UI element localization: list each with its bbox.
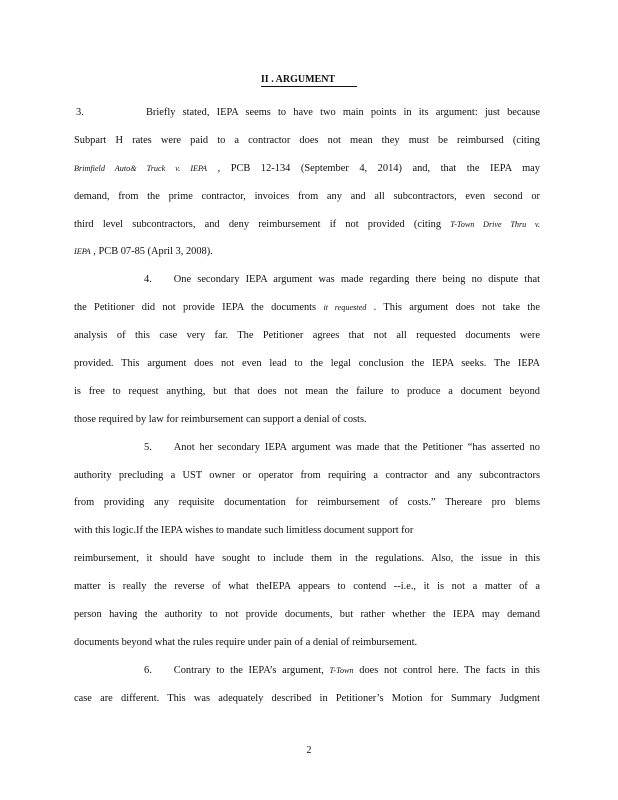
- line-text: Anot her secondary IEPA argument was made that the Petitioner “has asserted no: [173, 441, 540, 453]
- line-text: does not control here. The facts in this: [353, 664, 540, 676]
- text-line: [74, 322, 540, 350]
- text-line: [74, 238, 540, 266]
- text-line: [74, 127, 540, 155]
- line-text: matter is really the reverse of what theIEPA appears to contend --i.e., it is not a matter of a: [74, 581, 540, 593]
- text-line: [74, 489, 540, 517]
- text-line: [74, 155, 540, 183]
- line-text: the Petitioner did not provide IEPA the documents: [74, 302, 324, 314]
- section-heading: [0, 74, 618, 87]
- text-line: [74, 266, 540, 294]
- text-line: [74, 545, 540, 573]
- text-line: [74, 350, 540, 378]
- line-text: third level subcontractors, and deny reimbursement if not provided (citing: [74, 218, 451, 230]
- citation-italic: T-Town Drive Thru v.: [450, 219, 540, 229]
- citation-italic: T-Town: [329, 665, 354, 675]
- argument-body: [74, 99, 540, 713]
- line-text: with this logic.If the IEPA wishes to mandate such limitless document support for: [74, 525, 414, 537]
- paragraph-number: 4.: [144, 274, 152, 286]
- paragraph-number: 6.: [144, 664, 152, 676]
- line-text: analysis of this case very far. The Petitioner agrees that not all requested documents were: [74, 330, 540, 342]
- text-line: [74, 294, 540, 322]
- line-text: from providing any requisite documentation for reimbursement of costs.” Thereare pro blems: [74, 497, 540, 509]
- text-line: [74, 99, 540, 127]
- paragraph-number: 5.: [144, 441, 152, 453]
- citation-italic: Brimfield Auto& Truck v. IEPA: [74, 163, 208, 173]
- text-line: [74, 462, 540, 490]
- line-text: Briefly stated, IEPA seems to have two main points in its argument: just because: [146, 107, 540, 118]
- line-text: , PCB 07-85 (April 3, 2008).: [90, 246, 213, 258]
- line-text: reimbursement, it should have sought to include them in the regulations. Also, the issue in this: [74, 553, 540, 565]
- line-text: Subpart H rates were paid to a contractor does not mean they must be reimbursed (citing: [74, 134, 540, 146]
- line-text: demand, from the prime contractor, invoices from any and all subcontractors, even second or: [74, 190, 540, 202]
- text-line: [74, 406, 540, 434]
- paragraph-number: 3.: [76, 107, 84, 118]
- line-text: is free to request anything, but that does not mean the failure to produce a document beyond: [74, 385, 540, 397]
- text-line: [74, 601, 540, 629]
- text-line: [74, 434, 540, 462]
- line-text: , PCB 12-134 (September 4, 2014) and, that the IEPA may: [207, 162, 540, 174]
- line-text: case are different. This was adequately described in Petitioner’s Motion for Summary Judgment: [74, 692, 540, 704]
- text-line: [74, 657, 540, 685]
- line-text: One secondary IEPA argument was made regarding there being no dispute that: [173, 274, 540, 286]
- line-text: authority precluding a UST owner or operator from requiring a contractor and any subcontractors: [74, 469, 540, 481]
- line-text: provided. This argument does not even lead to the legal conclusion the IEPA seeks. The IEPA: [74, 358, 540, 370]
- line-text: those required by law for reimbursement can support a denial of costs.: [74, 413, 367, 425]
- text-line: [74, 183, 540, 211]
- text-line: [74, 629, 540, 657]
- line-text: . This argument does not take the: [366, 302, 540, 314]
- citation-italic: it requested: [323, 303, 367, 313]
- text-line: [74, 211, 540, 239]
- line-text: documents beyond what the rules require under pain of a denial of reimbursement.: [74, 636, 418, 648]
- text-line: [74, 378, 540, 406]
- line-text: person having the authority to not provide documents, but rather whether the IEPA may demand: [74, 609, 540, 621]
- line-text: Contrary to the IEPA’s argument,: [173, 664, 330, 676]
- text-line: [74, 573, 540, 601]
- citation-italic: IEPA: [74, 247, 91, 257]
- section-heading-text: II . ARGUMENT: [261, 74, 357, 87]
- text-line: [74, 517, 540, 545]
- page-number: 2: [306, 745, 312, 756]
- text-line: [74, 685, 540, 713]
